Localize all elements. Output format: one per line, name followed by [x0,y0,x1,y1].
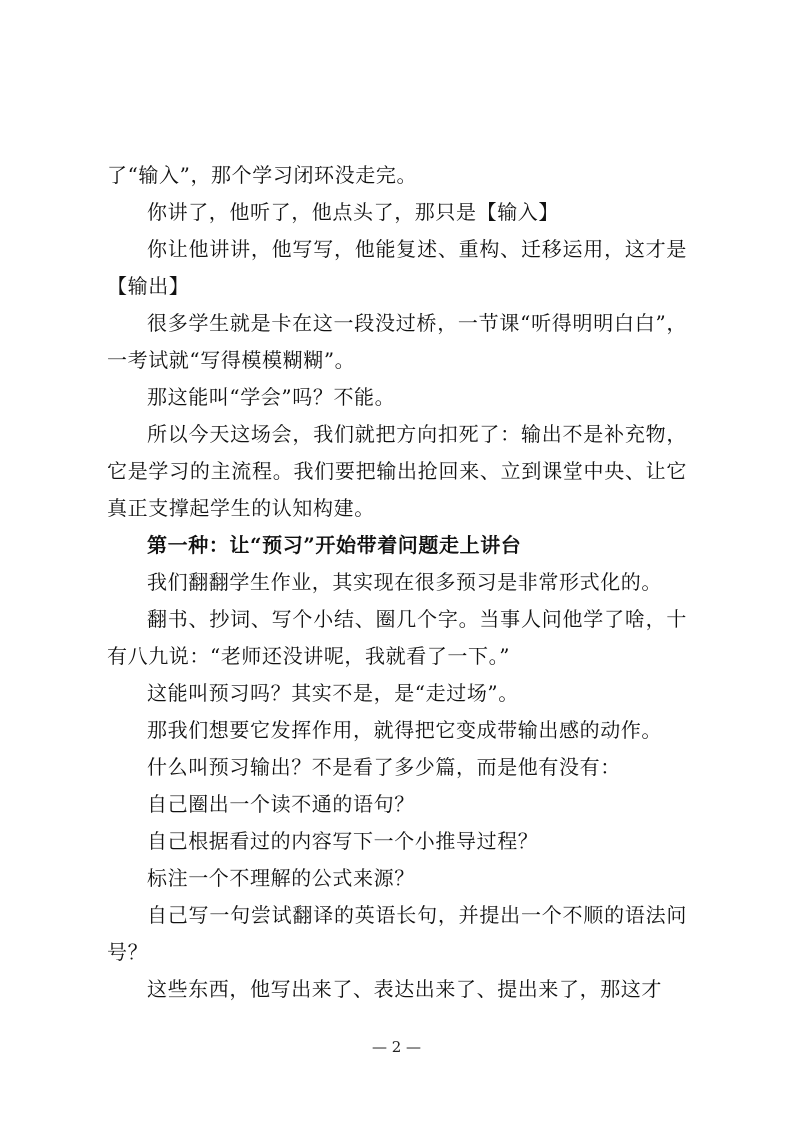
paragraph: 了“输入”，那个学习闭环没走完。 [107,163,418,187]
list-question: 自己圈出一个读不通的语句？ [147,792,415,816]
paragraph: 我们翻翻学生作业，其实现在很多预习是非常形式化的。 [147,570,662,594]
paragraph: 所以今天这场会，我们就把方向扣死了：输出不是补充物，它是学习的主流程。我们要把输出抢回来、立到课堂中央、让它真正支撑起学生的认知构建。 [107,422,687,520]
paragraph: 那我们想要它发挥作用，就得把它变成带输出感的动作。 [147,718,662,742]
paragraph: 什么叫预习输出？不是看了多少篇，而是他有没有： [147,755,621,779]
paragraph: 那这能叫“学会”吗？不能。 [147,385,396,409]
paragraph: 这能叫预习吗？其实不是，是“走过场”。 [147,681,519,705]
section-heading: 第一种：让“预习”开始带着问题走上讲台 [147,533,522,557]
list-question: 标注一个不理解的公式来源？ [147,866,415,890]
paragraph: 很多学生就是卡在这一段没过桥，一节课“听得明明白白”，一考试就“写得模模糊糊”。 [107,311,687,372]
list-question: 自己根据看过的内容写下一个小推导过程？ [147,829,539,853]
paragraph: 这些东西，他写出来了、表达出来了、提出来了，那这才 [147,977,662,1001]
list-question: 自己写一句尝试翻译的英语长句，并提出一个不顺的语法问号？ [107,903,687,964]
paragraph: 你让他讲讲，他写写，他能复述、重构、迁移运用，这才是【输出】 [107,237,687,298]
document-body [107,157,687,1008]
paragraph: 翻书、抄词、写个小结、圈几个字。当事人问他学了啥，十有八九说：“老师还没讲呢，我就看了一下。” [107,607,687,668]
paragraph: 你讲了，他听了，他点头了，那只是【输入】 [147,200,559,224]
page-number: — 2 — [371,1038,422,1056]
